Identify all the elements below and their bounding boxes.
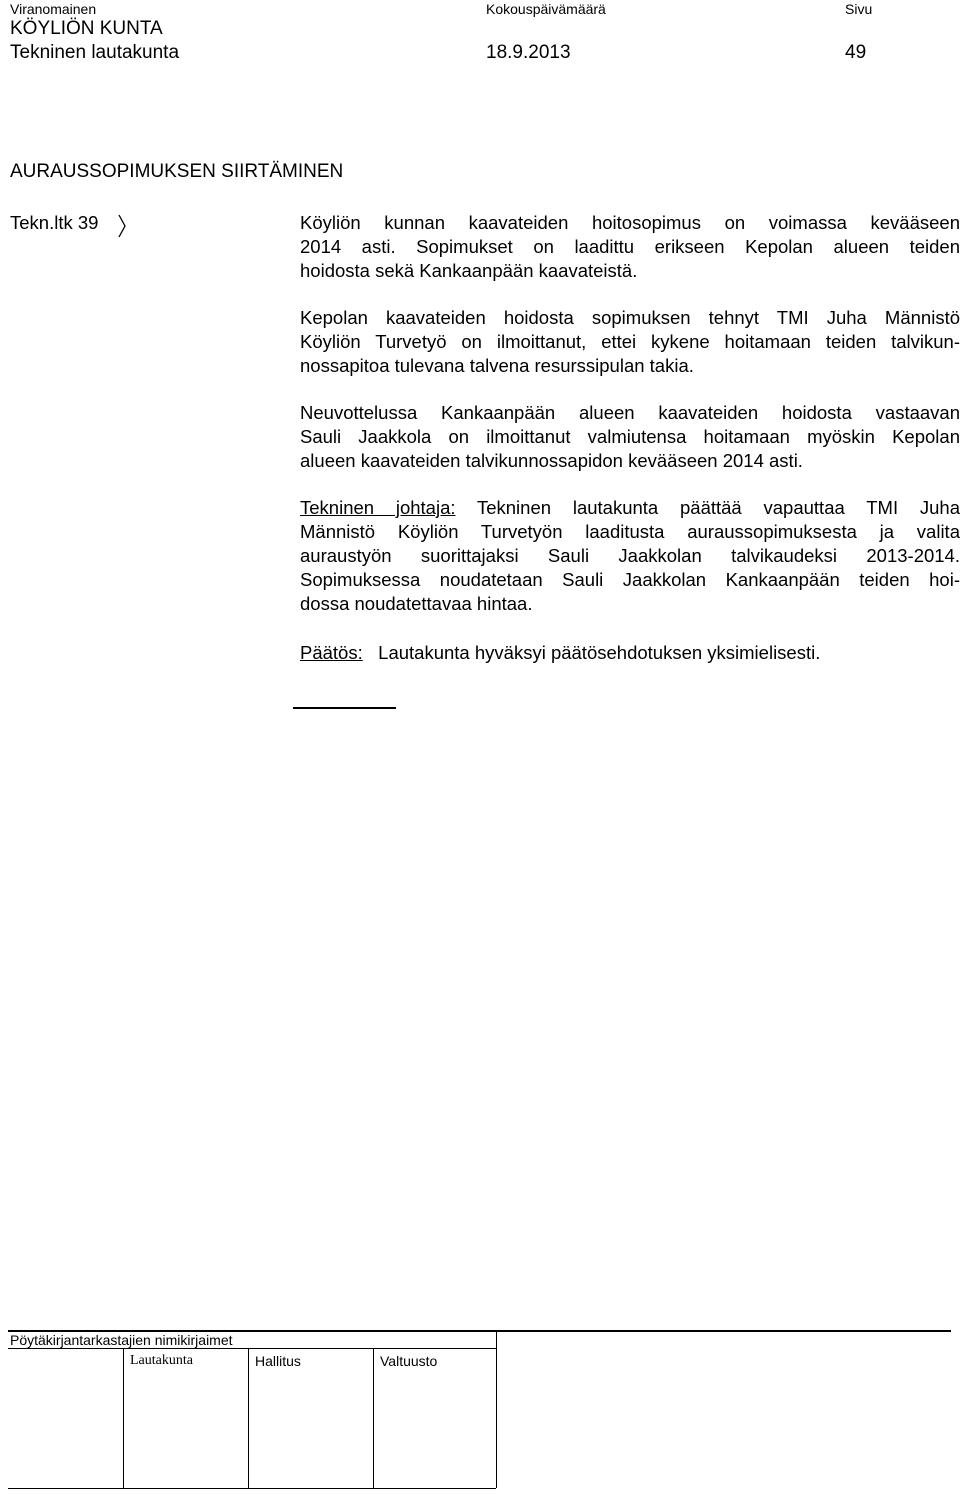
decision-text: Lautakunta hyväksyi päätösehdotuksen yksimielisesti. xyxy=(378,642,821,663)
decision xyxy=(300,641,820,665)
footer-divider-1 xyxy=(123,1348,124,1488)
paragraph-1-line-2: 2014 asti. Sopimukset on laadittu erikseen Kepolan alueen teiden xyxy=(300,236,960,257)
paragraph-2-line-3: nossapitoa tulevana talvena resurssipulan takia. xyxy=(300,355,694,376)
org-name: KÖYLIÖN KUNTA xyxy=(10,18,163,39)
header-col3-label: Sivu xyxy=(845,1,873,17)
paragraph-1-line-3: hoidosta sekä Kankaanpään kaavateistä. xyxy=(300,260,638,281)
proposal-label: Tekninen johtaja: xyxy=(300,497,456,518)
proposal-line-3: auraustyön suorittajaksi Sauli Jaakkolan talvikaudeksi 2013-2014. xyxy=(300,545,960,566)
proposal-line-4: Sopimuksessa noudatetaan Sauli Jaakkolan Kankaanpään teiden hoi- xyxy=(300,569,960,590)
footer-divider-4 xyxy=(496,1330,497,1488)
proposal-line-2: Männistö Köyliön Turvetyön laaditusta auraussopimuksesta ja valita xyxy=(300,521,960,542)
footer-col-hallitus: Hallitus xyxy=(255,1353,301,1369)
section-mark-icon xyxy=(117,214,127,238)
paragraph-1-line-1: Köyliön kunnan kaavateiden hoitosopimus on voimassa kevääseen xyxy=(300,212,960,233)
proposal-line-1 xyxy=(300,496,960,520)
paragraph-2-line-1: Kepolan kaavateiden hoidosta sopimuksen tehnyt TMI Juha Männistö xyxy=(300,307,960,328)
proposal-line-5: dossa noudatettavaa hintaa. xyxy=(300,593,533,614)
paragraph-1 xyxy=(300,211,960,283)
paragraph-3-line-1: Neuvottelussa Kankaanpään alueen kaavateiden hoidosta vastaavan xyxy=(300,402,960,423)
proposal-paragraph xyxy=(300,496,960,616)
paragraph-2-line-2: Köyliön Turvetyö on ilmoittanut, ettei kykene hoitamaan teiden talvikun- xyxy=(300,331,960,352)
paragraph-2 xyxy=(300,306,960,378)
paragraph-3 xyxy=(300,401,960,473)
authority-name: Tekninen lautakunta xyxy=(10,42,180,63)
item-number: Tekn.ltk 39 xyxy=(10,212,99,233)
paragraph-3-line-2: Sauli Jaakkola on ilmoittanut valmiutensa hoitamaan myöskin Kepolan xyxy=(300,426,960,447)
header-col1-label: Viranomainen xyxy=(10,1,97,17)
page-number: 49 xyxy=(845,42,867,63)
footer-heading: Pöytäkirjantarkastajien nimikirjaimet xyxy=(10,1332,233,1348)
decision-label: Päätös: xyxy=(300,642,363,663)
paragraph-3-line-3: alueen kaavateiden talvikunnossapidon kevääseen 2014 asti. xyxy=(300,450,803,471)
meeting-date: 18.9.2013 xyxy=(486,42,571,63)
end-rule xyxy=(293,707,396,709)
document-title: AURAUSSOPIMUKSEN SIIRTÄMINEN xyxy=(10,161,344,182)
footer-divider-2 xyxy=(248,1348,249,1488)
footer-col-lautakunta: Lautakunta xyxy=(130,1353,193,1368)
header-col2-label: Kokouspäivämäärä xyxy=(486,1,606,17)
footer-bottom-rule xyxy=(8,1488,496,1489)
footer-divider-3 xyxy=(373,1348,374,1488)
footer-col-valtuusto: Valtuusto xyxy=(380,1353,438,1369)
proposal-line-1-text: Tekninen lautakunta päättää vapauttaa TMI Juha xyxy=(476,497,960,518)
footer-heading-rule xyxy=(8,1348,496,1349)
